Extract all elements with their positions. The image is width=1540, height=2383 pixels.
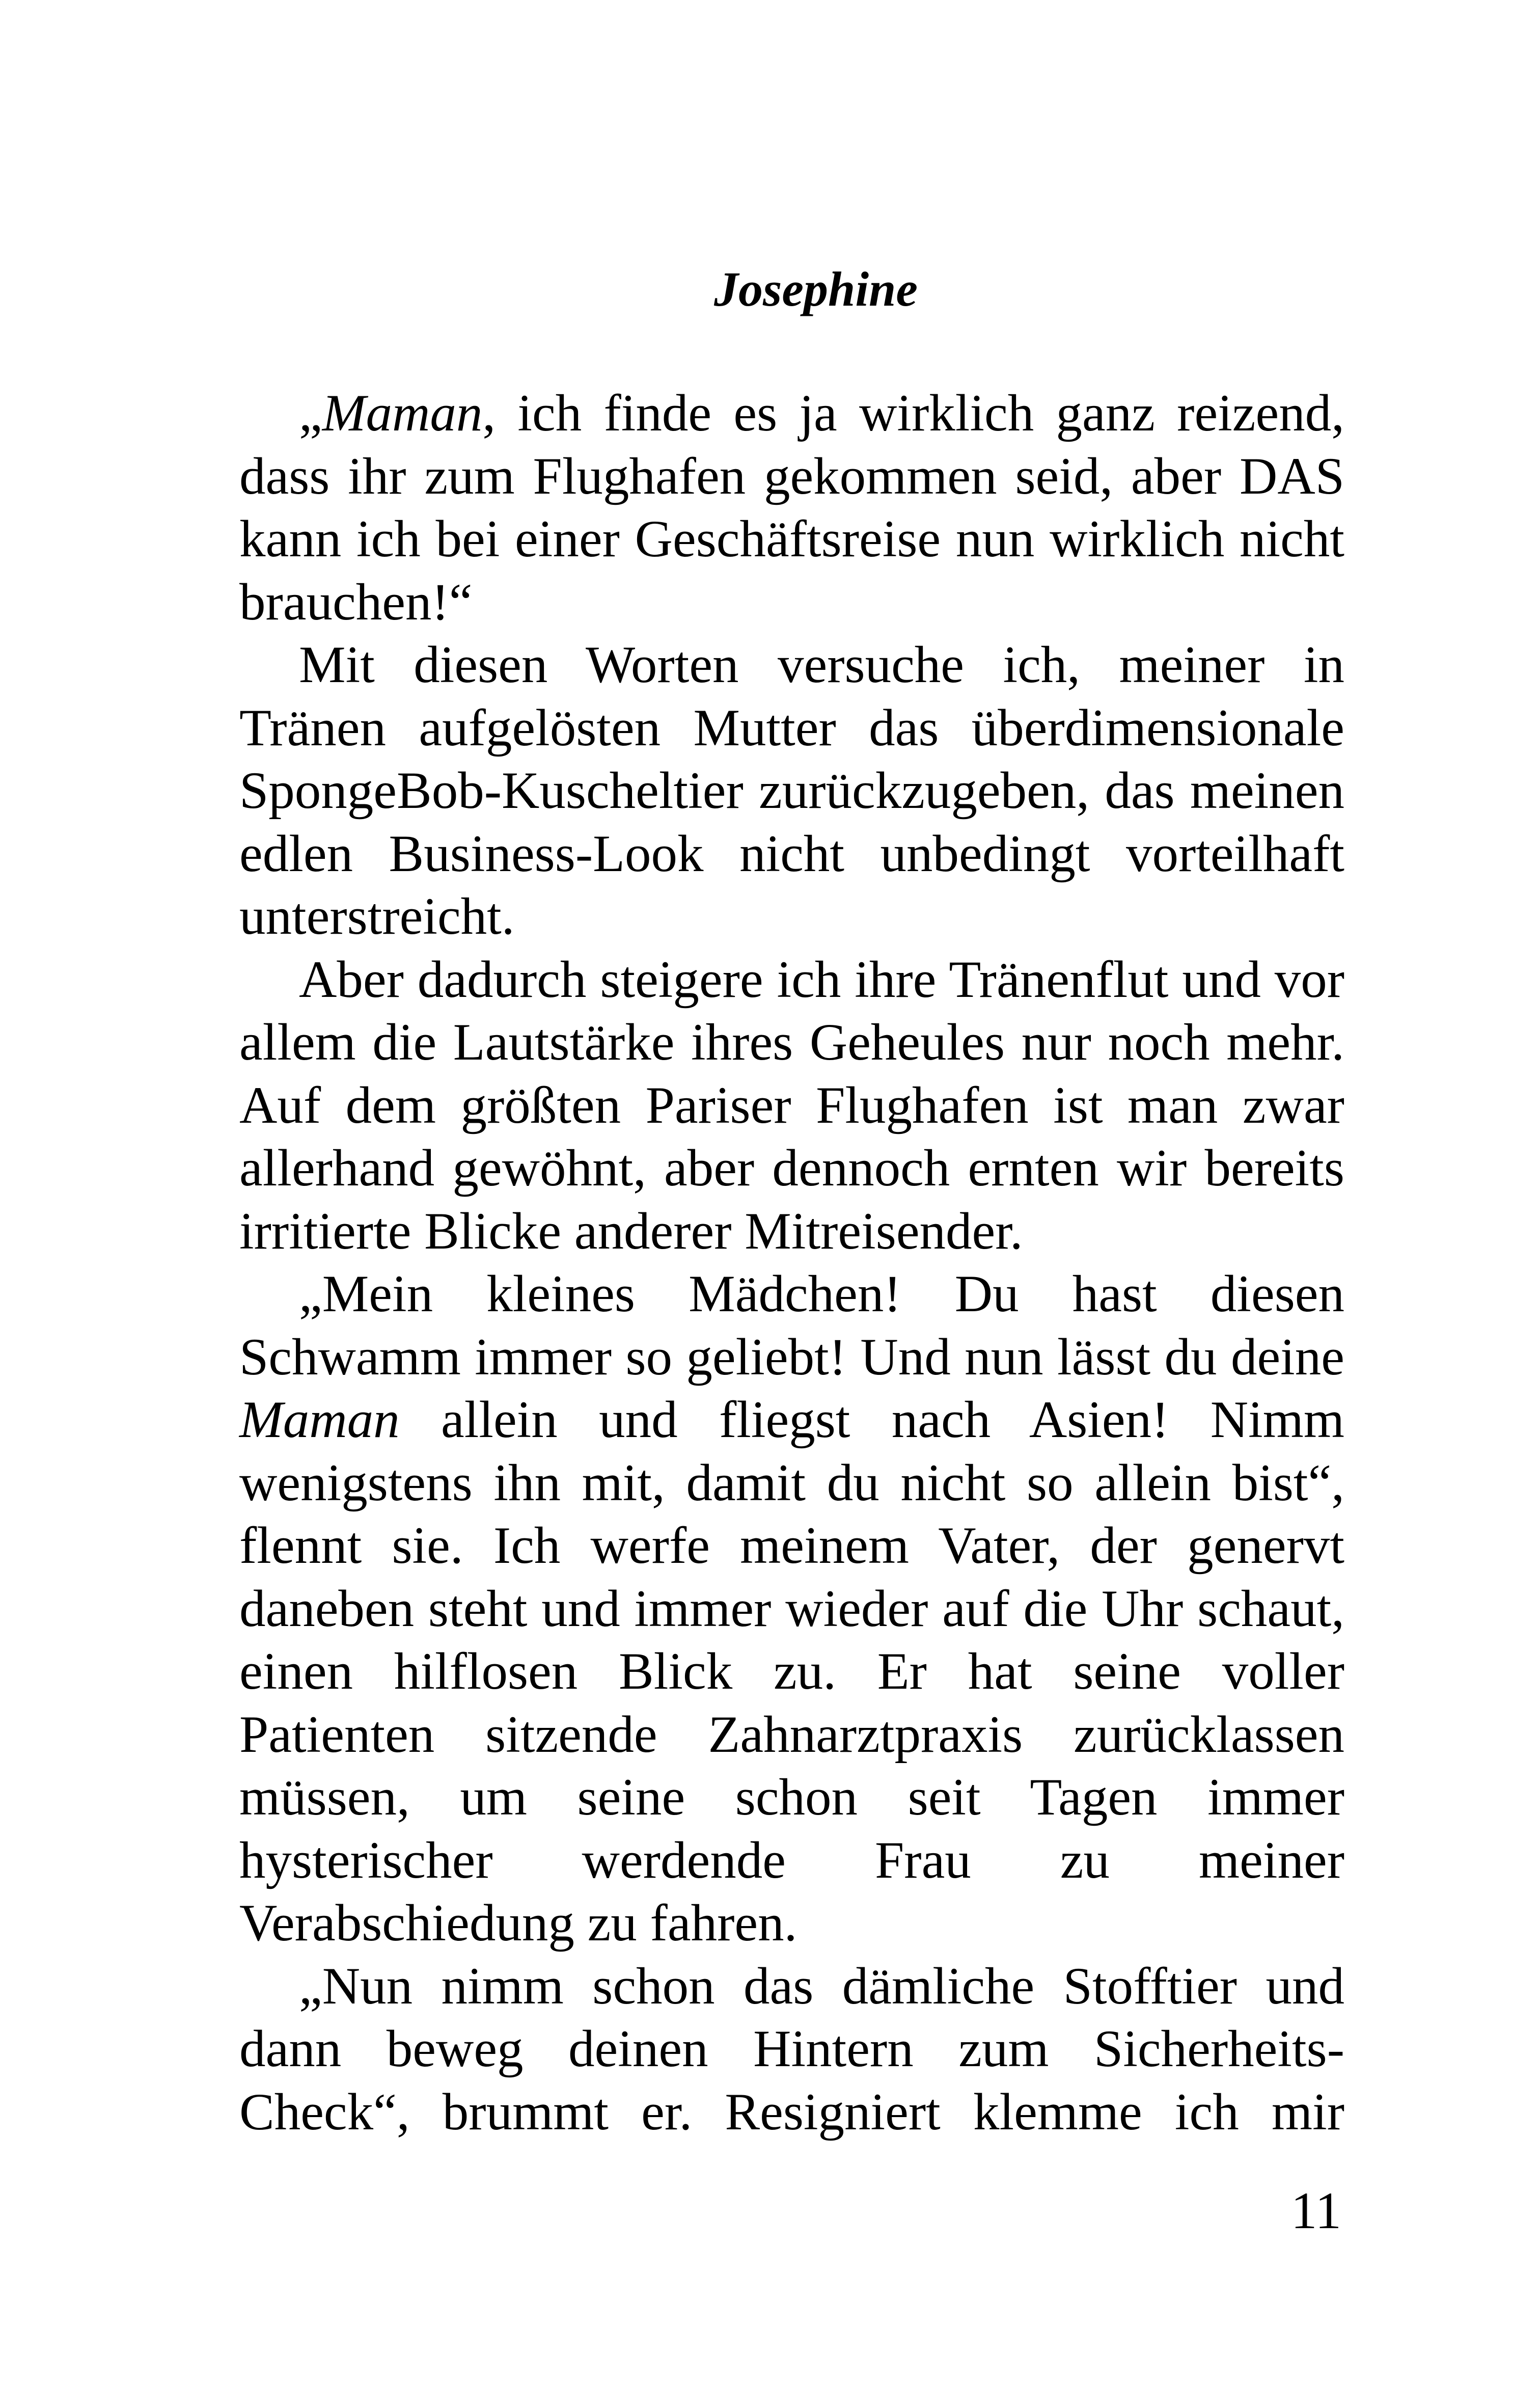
chapter-title: Josephine <box>713 262 918 316</box>
italic-word: Maman <box>239 1391 400 1449</box>
page-number: 11 <box>1290 2182 1341 2240</box>
body-text <box>239 382 1344 2144</box>
paragraph-5: „Nun nimm schon das dämliche Stofftier und dann beweg deinen Hintern zum Sicherheits-Check“, brummt er. Resigniert klemme ich mir <box>239 1957 1344 2141</box>
paragraph-4: „Mein kleines Mädchen! Du hast diesen Schwamm immer so geliebt! Und nun lässt du deine Maman allein und fliegst nach Asien! Nimm wenigstens ihn mit, damit du nicht so allein bist“, flennt sie. Ich werfe meinem Vater, der genervt daneben steht und immer wieder auf die Uhr schaut, einen hilflosen Blick zu. Er hat seine voller Patienten sitzende Zahnarztpraxis zurücklassen müssen, um seine schon seit Tagen immer hysterischer werdende Frau zu meiner Verabschiedung zu fahren. <box>239 1265 1344 1952</box>
paragraph-2: Mit diesen Worten versuche ich, meiner in Tränen aufgelösten Mutter das überdimensionale SpongeBob-Kuscheltier zurückzugeben, das meinen edlen Business-Look nicht unbedingt vorteilhaft unterstreicht. <box>239 636 1344 945</box>
paragraph-3: Aber dadurch steigere ich ihre Tränenflut und vor allem die Lautstärke ihres Geheules nur noch mehr. Auf dem größten Pariser Flughafen ist man zwar allerhand gewöhnt, aber dennoch ernten wir bereits irritierte Blicke anderer Mitreisender. <box>239 950 1344 1260</box>
paragraph-1: „Maman, ich finde es ja wirklich ganz reizend, dass ihr zum Flughafen gekommen seid, aber DAS kann ich bei einer Geschäftsreise nun wirklich nicht brauchen!“ <box>239 384 1344 631</box>
italic-word: Maman <box>322 384 483 442</box>
